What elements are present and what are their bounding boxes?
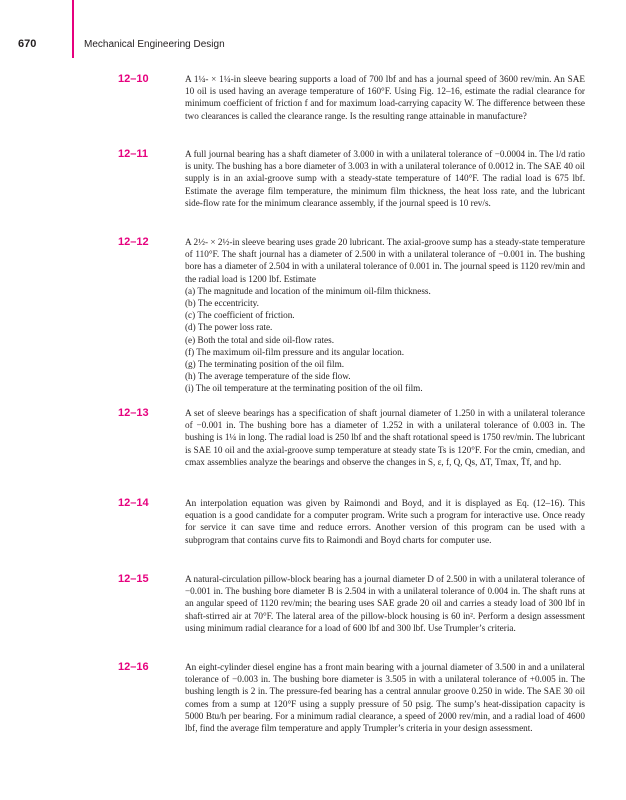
sub-question-a: (a) The magnitude and location of the minimum oil-film thickness. (185, 285, 431, 296)
problem-text: An eight-cylinder diesel engine has a front main bearing with a journal diameter of 3.500 in and a unilateral tolerance of −0.003 in. The bushing bore diameter is 3.505 in with a unilateral tolerance of +0.005 in. The bushing length is 2 in. The pressure-fed bearing has a central annular groove 0.250 in wide. The SAE 30 oil comes from a sump at 120°F using a supply pressure of 50 psig. The sump’s heat-dissipation capacity is 5000 Btu/h per bearing. For a minimum radial clearance, a speed of 2000 rev/min, and a radial load of 4600 lbf, find the average film temperature and apply Trumpler’s criteria in your design assessment. (185, 662, 585, 734)
problem-number: 12–11 (118, 148, 148, 160)
sub-question-d: (d) The power loss rate. (185, 322, 273, 333)
sub-question-c: (c) The coefficient of friction. (185, 310, 295, 321)
problem-text: A 2½- × 2½-in sleeve bearing uses grade 20 lubricant. The axial-groove sump has a steady-state temperature of 110°F. The shaft journal has a diameter of 2.500 in with a unilateral tolerance of −0.001 in. The bushing bore has a diameter of 2.504 in with a unilateral tolerance of 0.001 in. The journal speed is 1120 rev/min and the radial load is 1200 lbf. Estimate (185, 237, 585, 284)
sub-question-f: (f) The maximum oil-film pressure and its angular location. (185, 346, 404, 357)
sub-question-i: (i) The oil temperature at the terminating position of the oil film. (185, 383, 423, 394)
sub-question-list (185, 285, 585, 395)
problem-text: A 1¼- × 1¼-in sleeve bearing supports a load of 700 lbf and has a journal speed of 3600 rev/min. An SAE 10 oil is used having an average temperature of 160°F. Using Fig. 12–16, estimate the radial clearance for minimum coefficient of friction f and for maximum load-carrying capacity W. The difference between these two clearances is called the clearance range. Is the resulting range attainable in manufacture? (185, 74, 585, 121)
running-title: Mechanical Engineering Design (84, 39, 225, 50)
problem-number: 12–12 (118, 236, 149, 248)
sub-question-b: (b) The eccentricity. (185, 298, 259, 309)
problem-text: A natural-circulation pillow-block bearing has a journal diameter D of 2.500 in with a unilateral tolerance of −0.001 in. The bushing bore diameter B is 2.504 in with a unilateral tolerance of 0.004 in. The shaft runs at an angular speed of 1120 rev/min; the bearing uses SAE grade 20 oil and carries a steady load of 300 lbf in shaft-stirred air at 70°F. The lateral area of the pillow-block housing is 60 in². Perform a design assessment using minimum radial clearance for a load of 600 lbf and 300 lbf. Use Trumpler’s criteria. (185, 574, 585, 633)
problem-text: An interpolation equation was given by Raimondi and Boyd, and it is displayed as Eq. (12–16). This equation is a good candidate for a computer program. Write such a program for interactive use. Once ready for service it can save time and reduce errors. Another version of this program can be used with a subprogram that contains curve fits to Raimondi and Boyd charts for computer use. (185, 498, 585, 545)
problem-number: 12–13 (118, 407, 149, 419)
problem-number: 12–16 (118, 661, 149, 673)
problem-text: A full journal bearing has a shaft diameter of 3.000 in with a unilateral tolerance of −0.0004 in. The l/d ratio is unity. The bushing has a bore diameter of 3.003 in with a unilateral tolerance of 0.0012 in. The SAE 40 oil supply is in an axial-groove sump with a steady-state temperature of 140°F. The radial load is 675 lbf. Estimate the average film temperature, the minimum film thickness, the heat loss rate, and the lubricant side-flow rate for the minimum clearance assembly, if the journal speed is 10 rev/s. (185, 149, 585, 208)
sub-question-h: (h) The average temperature of the side flow. (185, 371, 351, 382)
sub-question-g: (g) The terminating position of the oil film. (185, 359, 345, 370)
page-number: 670 (18, 38, 37, 50)
problem-number: 12–15 (118, 573, 149, 585)
header-rule (72, 0, 74, 58)
problem-text: A set of sleeve bearings has a specification of shaft journal diameter of 1.250 in with a unilateral tolerance of −0.001 in. The bushing bore has a diameter of 1.252 in with a unilateral tolerance of 0.003 in. The bushing is 1¼ in long. The radial load is 250 lbf and the shaft rotational speed is 1750 rev/min. The lubricant is SAE 10 oil and the axial-groove sump temperature at steady state Ts is 120°F. For the cmin, cmedian, and cmax assemblies analyze the bearings and observe the changes in S, ε, f, Q, Qs, ΔT, Tmax, T̄f, and hp. (185, 408, 586, 467)
problem-number: 12–14 (118, 497, 149, 509)
problem-number: 12–10 (118, 73, 149, 85)
sub-question-e: (e) Both the total and side oil-flow rates. (185, 334, 335, 345)
